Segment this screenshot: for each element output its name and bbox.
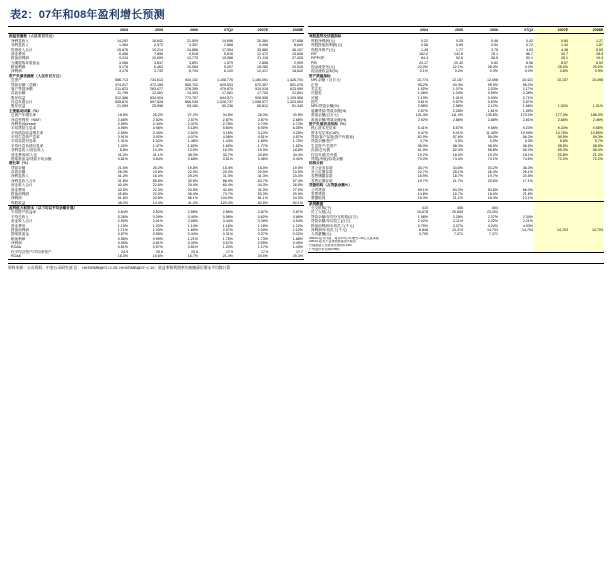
table-row: 平均贷款生息率 4.96% 4.98% 5.18% 5.60% 5.90% 6.05% bbox=[11, 126, 303, 131]
table-row: 净利息收入合计 31.8% 85.8% 30.5% 88.9% 63.7% 57.4% bbox=[11, 178, 303, 183]
right-financial-table bbox=[308, 26, 604, 253]
section-title: 结构分析 bbox=[309, 161, 324, 166]
table-row: 拨备前利润 45.8% 22.5% 36.4% 73.7% 53.3% 29.9% bbox=[11, 191, 303, 196]
table-row: NPL余额（百万元） 10,774 12,167 12,006 10,421 10,157 10,498 bbox=[311, 78, 603, 83]
table-row: 每股收益 48.2% 14.4% 41.2% 120.4% 82.8% 50.1% bbox=[11, 200, 303, 205]
table-row: 损失 0.61% 0.57% 0.63% 0.57% bbox=[308, 100, 604, 104]
table-row: 股东权益 512,586 634,404 773,757 844,571 928,508 1,109,568 bbox=[11, 95, 303, 100]
left-header-0 bbox=[8, 27, 94, 34]
table-row: 净利息收入 41.2% 16.4% 29.2% 31.0% 41.3% 23.3% bbox=[11, 174, 303, 179]
table-row: 非利息收入/营业收入 8.8% 13.4% 13.5% 16.3% 15.3% 18.8% bbox=[11, 148, 303, 153]
page-title: 表2：07年和08年盈利增长预测 bbox=[10, 9, 165, 21]
table-row: 每股净资产(元) 1.49 1.77 3.75 4.03 4.48 5.53 bbox=[311, 47, 603, 52]
table-row: 贷款余额 21.6% 26.2% 19.8% 15.4% 18.5% 19.5% bbox=[11, 165, 303, 170]
right-header-0 bbox=[308, 27, 394, 34]
table-row: 贷款余额/资产 3.7% 3.5% 5.9% 5.3% 5.6% 5.7% bbox=[311, 139, 603, 144]
footnote-4: 广州溢价率比例0.85% bbox=[308, 248, 534, 252]
table-row: ROAE 16.3% 15.6% 16.7% 21.4% 20.5% 25.3% bbox=[8, 254, 304, 259]
table-row: 权平均总资产/平均净资产 24.9 25.6 20.6 17.9 17.5 17.7 bbox=[11, 249, 303, 254]
source-footer: 资料来源：公司资料、中金公司研究部 注： HKS/RMB@07=1.05, HKS/RMB@07~1.10；收益率和利润率均按摊薄后期末平均数计算 bbox=[8, 263, 604, 271]
left-header-5: 2007E bbox=[234, 27, 269, 34]
footnote-2: 2004年起为不良贷款准备金计续比 bbox=[309, 240, 357, 244]
note-row bbox=[308, 248, 604, 252]
table-row: 营业费用/收入比 41.2% 41.1% 38.3% 33.7% 34.8% 34.4% bbox=[11, 152, 303, 157]
right-header-6: 2008E bbox=[569, 27, 604, 34]
table-row: 零售贷款 14.6% 15.7% 18.0% 21.8% bbox=[308, 192, 604, 196]
table-row: 提取准备金 0.57% 0.55% 0.44% 0.31% 0.27% 0.22% bbox=[11, 232, 303, 237]
left-table-header-row bbox=[8, 27, 304, 34]
table-row: 平均总收入 0.26% 0.39% 0.40% 0.56% 0.62% 0.66% bbox=[11, 214, 303, 219]
table-row: 净利润 3,276 3,749 6,794 6,120 12,417 18,632 bbox=[11, 69, 303, 74]
section-title: 损益表摘要（人民币百万元） bbox=[9, 34, 56, 39]
section-title: 资产负债表摘要（人民币百万元） bbox=[9, 73, 63, 78]
table-row: 总资产年增长率 18.8% 25.2% 27.2% 34.5% 26.3% 20.9% bbox=[11, 113, 303, 118]
table-row: P/E 162.0 141.6 78.1 86.7 42.7 28.5 bbox=[311, 51, 603, 56]
tables-container bbox=[8, 26, 604, 260]
table-row: 营业费用 1.19% 1.20% 1.14% 1.16% 1.18% 1.22% bbox=[11, 223, 303, 228]
table-row: 可疑 1.19% 1.01% 0.90% 0.71% bbox=[308, 96, 604, 100]
table-row: NPL/贷款余额(%) 2.88% 2.58% 2.12% 1.66% 1.52% 1.31% bbox=[311, 104, 603, 109]
left-header-6: 2008E bbox=[269, 27, 304, 34]
table-row: P/PPOP 64.4 52.6 38.5 50.1 25.1 19.4 bbox=[311, 56, 603, 61]
right-table-header-row bbox=[308, 27, 604, 34]
table-row: 股东权益 21,959 25,998 55,160 59,236 65,812 81,340 bbox=[11, 104, 303, 109]
table-row: 付息负债合计 555,874 697,528 865,039 1,026,737 1,096,577 1,323,063 bbox=[11, 100, 303, 104]
table-row: 贷款余额/年均分支机构(百万) 1.98% 2.28% 2.37% 2.34% bbox=[308, 215, 604, 219]
table-row: 准备余额/贷款余额(%) 2.92% 2.86% 2.88% 2.81% 2.68% 2.46% bbox=[311, 117, 603, 122]
table-row: 每股拨备前利润(元) 0.56 0.69 0.94 0.72 1.44 1.87 bbox=[311, 43, 603, 48]
table-row: 当期提取坏准备金 3,066 3,637 3,691 1,579 2,856 2,909 bbox=[11, 60, 303, 65]
left-header-2: 2005 bbox=[129, 27, 164, 34]
table-row: 存款/总负债 61.9% 62.4% 58.8% 55.2% 55.3% 58.4% bbox=[311, 148, 603, 153]
table-row: 拨备前利润/年均员工(千元) 2.75% 3.37% 4.24% 4.93% bbox=[308, 224, 604, 228]
table-row: 正常 95.2% 94.3% 95.9% 96.2% bbox=[308, 83, 604, 87]
table-row: 零售储蓄存款 18.9% 18.7% 19.7% 20.5% bbox=[308, 174, 604, 178]
table-row: 营业收入合计 40.4% 22.6% 29.4% 60.4% 44.3% 28.5% bbox=[11, 183, 303, 188]
left-header-1: 2004 bbox=[94, 27, 129, 34]
table-row: 平均资产收益率 2.64% 2.52% 2.58% 2.86% 2.87% 2.87% bbox=[11, 210, 303, 215]
table-row: 平均生息资产息率 3.91% 3.92% 4.07% 4.56% 4.51% 4.57% bbox=[11, 135, 303, 139]
section-title: 贷款结构（占贷款余额%） bbox=[309, 183, 352, 188]
table-row: 逾期贷款/贷款余额(%) 2.57% 2.28% 1.81% 1.59% bbox=[308, 109, 604, 113]
section-title: 资产负债表及结构（%） bbox=[309, 121, 349, 126]
table-row: 净利润 51.6% 24.8% 56.1% 104.9% 81.1% 34.3% bbox=[11, 196, 303, 201]
table-row: 生息资产/总资产 98.0% 98.3% 98.5% 98.5% 98.5% 98.5% bbox=[311, 143, 603, 148]
section-title: 主要驱动因素（%） bbox=[9, 108, 41, 113]
table-row: ROAA 0.61% 0.57% 0.81% 1.20% 1.17% 1.43% bbox=[11, 245, 303, 250]
table-row: 核心资本充足率 5.41% 5.57% 9.58% 9.23% 9.34% 9.55% bbox=[311, 126, 603, 131]
table-row: 存款余额 26.0% 23.8% 22.0% 20.0% 20.0% 19.5% bbox=[11, 170, 303, 174]
table-row: 净利差(Spread) 2.59% 2.44% 2.47% 2.75% 2.74% 2.73% bbox=[11, 121, 303, 126]
table-row: 税前利润 5,178 6,462 10,084 9,007 18,260 24,516 bbox=[11, 65, 303, 69]
section-title: 每股盈利及估值指标 bbox=[309, 34, 342, 39]
table-row: 平均债息收益增长率 2.59% 2.44% 2.52% 3.16% 3.10% 3.25% bbox=[11, 130, 303, 135]
right-header-4: 07Q2 bbox=[499, 27, 534, 34]
footnote-3: 计提准备人员成本比例用0.44% bbox=[309, 244, 352, 248]
table-row: 零售定期存款 19.7% 21.7% 20.6% 17.1% bbox=[308, 179, 604, 183]
table-row: 非利息收入 1,384 2,572 3,357 2,858 5,496 8,649 bbox=[11, 43, 303, 48]
table-row: 准备余额(百万元) 101.4% 111.0% 135.6% 170.0% 177.0% 188.0% bbox=[311, 113, 603, 118]
table-row: 付息负债/总负债 19.2% 18.0% 19.2% 18.1% 20.8% 21.3% bbox=[311, 152, 603, 157]
table-row: 贷款余额/年均员工(百万) 2.02% 2.11% 2.22% 2.21% bbox=[308, 219, 604, 223]
table-row: 贷款余额（总额） 374,017 472,185 565,702 629,533 670,357 801,076 bbox=[11, 82, 303, 87]
table-row: 贷款/客户存款(资产负债表) 62.9% 57.6% 59.0% 56.2% 59.5% 59.3% bbox=[311, 135, 603, 139]
table-row: 提取准备金/贷款平均余额 0.81% 0.84% 0.68% 0.51% 0.46% 0.40% bbox=[11, 156, 303, 161]
section-title: 资产质量指标 bbox=[309, 73, 331, 78]
section-title: 系统数据 bbox=[308, 201, 394, 206]
right-header-2: 2005 bbox=[429, 27, 464, 34]
table-row: 贷款(净值)/存款余额 73.0% 74.4% 73.1% 74.5% 72.2% 72.2% bbox=[311, 156, 603, 161]
left-header-3: 2006 bbox=[164, 27, 199, 34]
left-financial-table bbox=[8, 26, 304, 260]
table-row: 平均存款付息率 1.31% 1.32% 1.48% 1.43% 1.65% 1.70% bbox=[11, 139, 303, 144]
table-row: 净息差利差（NIM） 2.65% 2.52% 2.57% 2.87% 2.87% 2.88% bbox=[11, 117, 303, 122]
table-row: 投资收入合计 15,676 19,214 24,866 17,554 35,880 46,107 bbox=[11, 47, 303, 52]
right-header-3: 2006 bbox=[464, 27, 499, 34]
right-header-5: 2007E bbox=[534, 27, 569, 34]
footnote-1: 2004年起为计值、每月0.5元/年增长+31亿元成本续 bbox=[309, 236, 379, 240]
table-row: 总资产 586,713 734,613 934,102 1,108,776 1,180,091 1,426,704 bbox=[11, 78, 303, 83]
table-row: 税前利润 0.96% 0.99% 1.21% 1.76% 1.73% 1.88% bbox=[11, 236, 303, 241]
right-header-1: 2004 bbox=[394, 27, 429, 34]
table-row: 对公定期存款 22.7% 25.1% 26.4% 26.1% bbox=[308, 170, 604, 174]
section-title: 增长率（%） bbox=[9, 161, 31, 166]
left-header-4: 07Q2 bbox=[199, 27, 234, 34]
table-row: 净利息收入 14,292 16,642 21,509 14,696 30,384 37,658 bbox=[11, 38, 303, 43]
table-row: 存款余额 11,795 12,461 14,393 17,061 17,700 21,691 bbox=[11, 91, 303, 96]
table-row: 平均付息负债付息率 1.32% 1.47% 1.60% 1.60% 1.77% 1.82% bbox=[11, 143, 303, 148]
table-row: 公司贷款 69.1% 63.2% 63.6% 66.0% bbox=[308, 188, 604, 192]
table-row: 分支机构(个) 410 456 504 bbox=[308, 206, 604, 210]
table-row: 人均薪酬(元) 4,705 7,371 7,371 bbox=[308, 232, 604, 236]
table-row: 资本充足率(CAR) 9.47% 9.01% 11.40% 10.99% 10.75% 10.89% bbox=[311, 130, 603, 135]
table-row: 员工人数(人) 15,678 20,653 23,202 bbox=[308, 210, 604, 214]
table-row: 营业费用 32.5% 22.3% 20.5% 42.6% 31.0% 27.0% bbox=[11, 187, 303, 192]
table-row: 现金流发布(元) 23.0% 22.1% 26.0% 0.0% 25.0% 25.0% bbox=[311, 65, 603, 69]
table-row: 净利润 0.55% 0.61% 0.39% 0.57% 0.55% 0.45% bbox=[11, 241, 303, 245]
table-row: 票据贴现 16.3% 21.1% 18.4% 13.1% bbox=[308, 196, 604, 201]
table-row: 每股净利润(元) 0.22 0.25 0.46 0.42 0.84 1.27 bbox=[311, 38, 603, 43]
table-row: 关注类 1.92% 1.07% 2.03% 2.17% bbox=[308, 87, 604, 91]
table-row: 对公业务存款 38.7% 34.6% 33.2% 36.3% bbox=[308, 166, 604, 170]
table-row: 客户贷款净额 211,823 263,477 378,289 479,875 510,016 623,959 bbox=[11, 86, 303, 91]
table-row: 现金流收益率(%) 0.1% 0.2% 0.3% 0.0% 0.6% 0.9% bbox=[311, 69, 603, 74]
table-row: 次级类 1.08% 1.04% 0.59% 0.38% bbox=[308, 91, 604, 95]
table-row: 营业费用 6,455 7,896 9,518 5,916 12,472 15,838 bbox=[11, 51, 303, 56]
table-row: 拨备前利润 9,244 10,699 13,775 10,586 21,116 27,425 bbox=[11, 56, 303, 61]
table-row: 净利润/年均员工(千元) 6,848 10,374 14,703 14,704 14,703 14,703 bbox=[311, 227, 603, 232]
table-row: P/B 24.17 20.42 9.62 8.96 8.07 6.53 bbox=[311, 60, 603, 65]
table-row: 拨备前利润 1.71% 1.33% 1.65% 2.07% 2.00% 2.10% bbox=[11, 227, 303, 232]
section-title: 盈利能力和资本（以下均以平均余额计算） bbox=[8, 206, 94, 211]
table-row: 营业收入合计 2.90% 2.91% 2.98% 3.44% 3.39% 3.54% bbox=[11, 219, 303, 224]
